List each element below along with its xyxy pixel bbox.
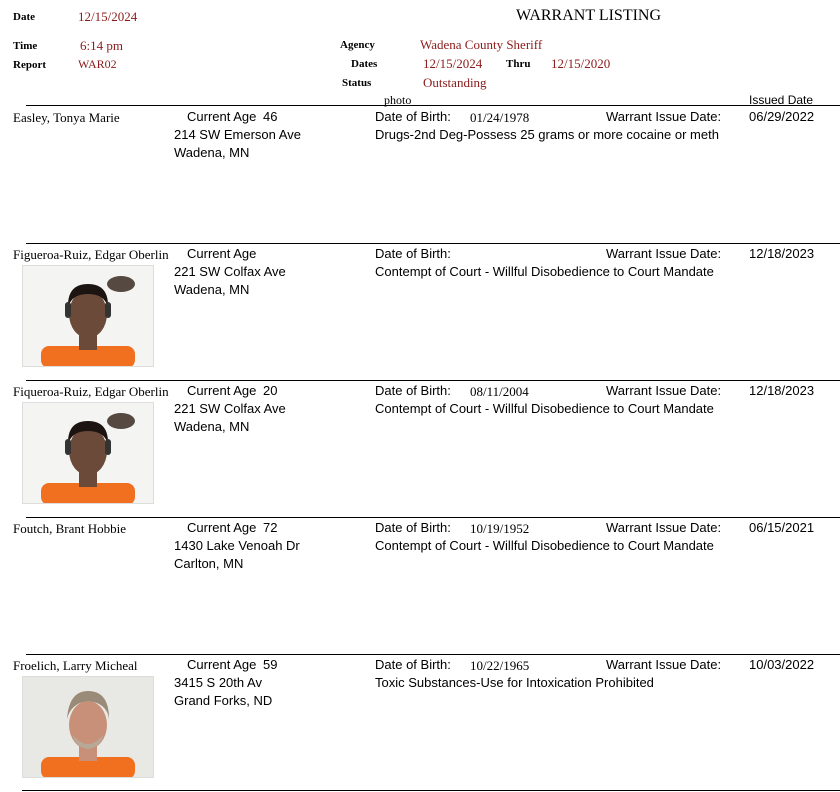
warrant-issue-label: Warrant Issue Date:	[606, 520, 722, 535]
dob-label: Date of Birth:	[375, 657, 451, 672]
offense-description: Drugs-2nd Deg-Possess 25 grams or more cocaine or meth	[375, 127, 719, 142]
current-age-label: Current Age	[187, 657, 257, 672]
dob-label: Date of Birth:	[375, 246, 451, 261]
agency-value: Wadena County Sheriff	[420, 37, 543, 52]
date-label: Date	[13, 11, 35, 23]
address-line-2: Carlton, MN	[174, 556, 244, 571]
person-name: Foutch, Brant Hobbie	[13, 521, 127, 536]
record-divider	[26, 243, 840, 244]
mugshot-photo	[22, 676, 154, 778]
address-line-1: 214 SW Emerson Ave	[174, 127, 301, 142]
current-age-value: 46	[263, 109, 278, 124]
current-age-value: 59	[263, 657, 278, 672]
person-silhouette-icon	[23, 403, 153, 503]
issue-date-value: 12/18/2023	[749, 246, 815, 261]
dob-value: 08/11/2004	[470, 384, 529, 399]
address-line-2: Grand Forks, ND	[174, 693, 273, 708]
address-line-2: Wadena, MN	[174, 282, 250, 297]
warrant-issue-label: Warrant Issue Date:	[606, 246, 722, 261]
address-line-1: 1430 Lake Venoah Dr	[174, 538, 300, 553]
warrant-issue-label: Warrant Issue Date:	[606, 383, 722, 398]
status-value: Outstanding	[423, 75, 487, 90]
address-line-2: Wadena, MN	[174, 419, 250, 434]
offense-description: Toxic Substances-Use for Intoxication Prohibited	[375, 675, 654, 690]
offense-description: Contempt of Court - Willful Disobedience to Court Mandate	[375, 264, 714, 279]
address-line-1: 221 SW Colfax Ave	[174, 264, 286, 279]
issue-date-value: 06/15/2021	[749, 520, 815, 535]
dates-label: Dates	[351, 58, 378, 70]
address-line-1: 221 SW Colfax Ave	[174, 401, 286, 416]
dob-label: Date of Birth:	[375, 520, 451, 535]
status-label: Status	[342, 77, 372, 89]
issue-date-value: 10/03/2022	[749, 657, 815, 672]
photo-column-header: photo	[384, 93, 412, 107]
agency-label: Agency	[340, 39, 375, 51]
person-name: Figueroa-Ruiz, Edgar Oberlin	[13, 247, 169, 262]
thru-label: Thru	[506, 58, 531, 70]
record-divider	[26, 517, 840, 518]
current-age-label: Current Age	[187, 383, 257, 398]
page-title: WARRANT LISTING	[516, 7, 662, 24]
person-name: Froelich, Larry Micheal	[13, 658, 138, 673]
current-age-label: Current Age	[187, 246, 257, 261]
issued-date-column-header: Issued Date	[749, 93, 814, 107]
offense-description: Contempt of Court - Willful Disobedience to Court Mandate	[375, 401, 714, 416]
warrant-issue-label: Warrant Issue Date:	[606, 657, 722, 672]
dob-label: Date of Birth:	[375, 109, 451, 124]
person-name: Fiqueroa-Ruiz, Edgar Oberlin	[13, 384, 169, 399]
issue-date-value: 12/18/2023	[749, 383, 815, 398]
address-line-2: Wadena, MN	[174, 145, 250, 160]
person-name: Easley, Tonya Marie	[13, 110, 120, 125]
record-divider	[26, 380, 840, 381]
time-value: 6:14 pm	[80, 38, 123, 53]
dates-to: 12/15/2020	[551, 56, 611, 71]
report-label: Report	[13, 59, 46, 71]
report-value: WAR02	[78, 57, 117, 71]
current-age-value: 72	[263, 520, 278, 535]
address-line-1: 3415 S 20th Av	[174, 675, 262, 690]
current-age-label: Current Age	[187, 109, 257, 124]
time-label: Time	[13, 40, 38, 52]
dates-from: 12/15/2024	[423, 56, 483, 71]
mugshot-photo	[22, 402, 154, 504]
record-divider	[22, 790, 840, 791]
current-age-label: Current Age	[187, 520, 257, 535]
offense-description: Contempt of Court - Willful Disobedience to Court Mandate	[375, 538, 714, 553]
dob-value: 10/22/1965	[470, 658, 530, 673]
header-divider	[26, 105, 840, 106]
mugshot-photo	[22, 265, 154, 367]
dob-value: 01/24/1978	[470, 110, 530, 125]
warrant-issue-label: Warrant Issue Date:	[606, 109, 722, 124]
person-silhouette-icon	[23, 677, 153, 777]
dob-value: 10/19/1952	[470, 521, 530, 536]
date-value: 12/15/2024	[78, 9, 138, 24]
dob-label: Date of Birth:	[375, 383, 451, 398]
record-divider	[26, 654, 840, 655]
current-age-value: 20	[263, 383, 278, 398]
person-silhouette-icon	[23, 266, 153, 366]
issue-date-value: 06/29/2022	[749, 109, 815, 124]
